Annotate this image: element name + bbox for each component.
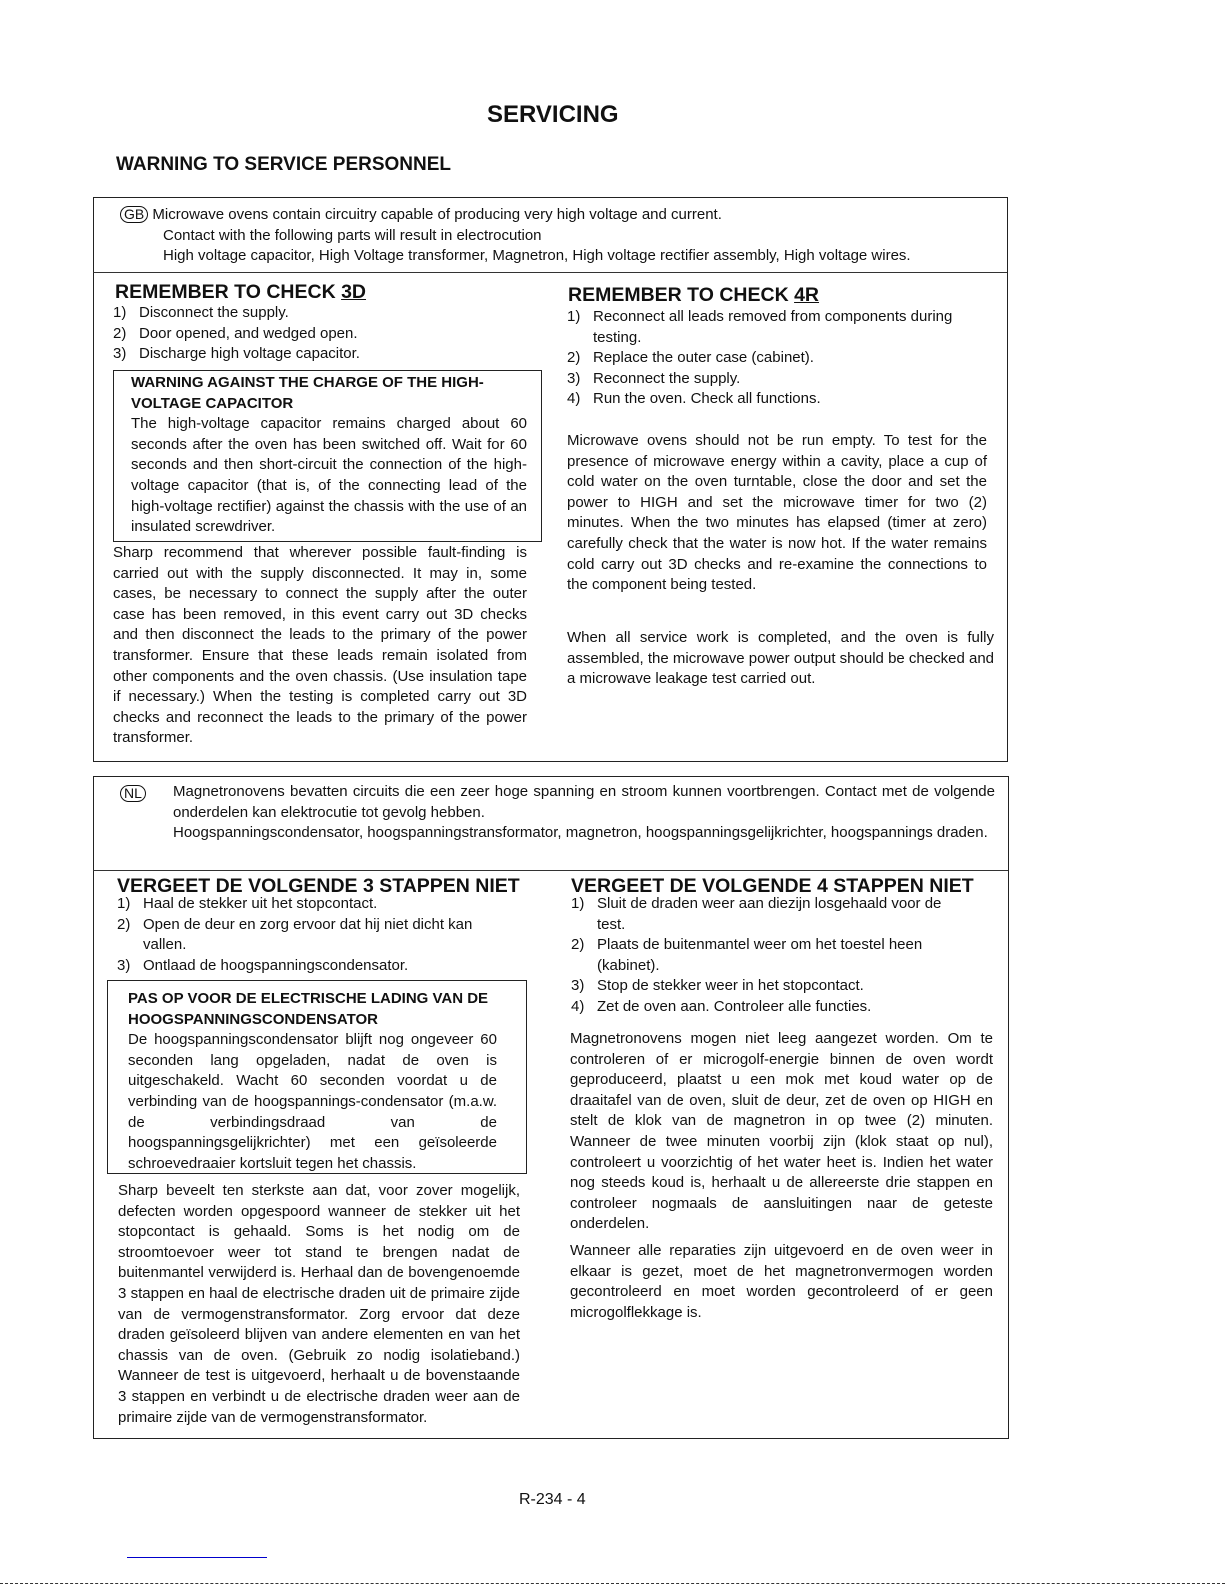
nl-left-paragraph: Sharp beveelt ten sterkste aan dat, voor zover mogelijk, defecten worden opgespoord wanneer de stekker uit het stopcontact is gehaald. Soms is het nodig om de stroomtoevoer weer tot stand te brengen nadat de buitenmantel verwijderd is. Herhaal dan de bovengenoemde 3 stappen en haal de electrische draden uit de primaire zijde van de vermogenstransformator. Zorg ervoor dat deze draden geïsoleerd blijven van andere elementen en van het chassis van de oven. (Gebruik zo nodig isolatieband.) Wanneer de test is uitgevoerd, herhaalt u de bovenstaande 3 stappen en verbindt u de electrische draden weer aan de primaire zijde van de vermogenstransformator.: [118, 1182, 520, 1426]
intro-line: Hoogspanningscondensator, hoogspanningstransformator, magnetron, hoogspanningsgelijkrichter, hoogspannings draden.: [173, 824, 988, 842]
nl-capacitor-warning: PAS OP VOOR DE ELECTRISCHE LADING VAN DE HOOGSPANNINGSCONDENSATOR De hoogspanningscondensator blijft nog ongeveer 60 seconden lang opgeladen, nadat de oven is uitgeschakeld. Wacht 60 seconden voordat u de verbinding van de hoogspannings-condensator (m.a.w. de verbindingsdraad van de hoogspanningsgelijkrichter) met een geïsoleerde schroevedraaier kortsluit tegen het chassis.: [128, 990, 497, 1172]
gb-left-heading: REMEMBER TO CHECK 3D: [115, 281, 367, 303]
page-title: SERVICING: [487, 101, 619, 128]
page-number: R-234 - 4: [519, 1491, 586, 1508]
list-item: 3) Reconnect the supply.: [567, 369, 741, 387]
list-item: 3) Discharge high voltage capacitor.: [113, 345, 360, 363]
list-item: 1) Reconnect all leads removed from components during testing.: [567, 308, 953, 346]
list-item: 3) Ontlaad de hoogspanningscondensator.: [117, 956, 409, 974]
list-item: 3) Stop de stekker weer in het stopcontact.: [571, 977, 864, 995]
nl-language-badge: NL: [120, 785, 146, 802]
gb-right-paragraph-2: When all service work is completed, and the oven is fully assembled, the microwave power output should be checked and a microwave leakage test carried out.: [567, 629, 994, 688]
list-item: 2) Replace the outer case (cabinet).: [567, 349, 814, 367]
gb-right-steps: [567, 307, 992, 410]
intro-line: High voltage capacitor, High Voltage transformer, Magnetron, High voltage rectifier assembly, High voltage wires.: [163, 247, 911, 265]
gb-right-paragraph-1: Microwave ovens should not be run empty. To test for the presence of microwave energy within a cavity, place a cup of cold water on the oven turntable, close the door and set the power to HIGH and set the microwave timer for two (2) minutes. When the two minutes has elapsed (timer at zero) carefully check that the water is now hot. If the water remains cold carry out 3D checks and re-examine the connections to the component being tested.: [567, 432, 987, 594]
list-item: 2) Plaats de buitenmantel weer om het toestel heen (kabinet).: [571, 936, 923, 974]
gb-capacitor-warning: WARNING AGAINST THE CHARGE OF THE HIGH-VOLTAGE CAPACITOR The high-voltage capacitor remains charged about 60 seconds after the oven has been switched off. Wait for 60 seconds and then short-circuit the connection of the high-voltage capacitor (that is, of the connecting lead of the high-voltage rectifier) against the chassis with the use of an insulated screwdriver.: [131, 374, 527, 536]
nl-left-heading: VERGEET DE VOLGENDE 3 STAPPEN NIET: [117, 875, 520, 897]
intro-line: Magnetronovens bevatten circuits die een zeer hoge spanning en stroom kunnen voortbrengen. Contact met de volgende onderdelen kan elektrocutie tot gevolg hebben.: [173, 783, 995, 821]
list-item: 1) Haal de stekker uit het stopcontact.: [117, 895, 378, 912]
nl-left-steps: [117, 894, 517, 976]
gb-right-heading: REMEMBER TO CHECK 4R: [568, 284, 820, 306]
page-edge: [0, 1583, 1225, 1584]
gb-intro: [120, 205, 1000, 267]
list-item: 4) Run the oven. Check all functions.: [567, 390, 821, 408]
nl-right-heading: VERGEET DE VOLGENDE 4 STAPPEN NIET: [571, 875, 974, 897]
nl-right-paragraph-1: Magnetronovens mogen niet leeg aangezet worden. Om te controleren of er microgolf-energie binnen de oven wordt geproduceerd, plaatst u een mok met koud water op de draaitafel van de oven, sluit de deur, zet de oven op HIGH en stelt de klok van de magnetron in op twee (2) minuten. Wanneer de twee minuten voorbij zijn (klok staat op nul), controleert u voorzichtig of het water heet is. Indien het water nog steeds koud is, herhaalt u de allereerste drie stappen en controleer nogmaals de aansluitingen naar de geteste onderdelen.: [570, 1030, 993, 1233]
list-item: 4) Zet de oven aan. Controleer alle functies.: [571, 997, 872, 1015]
intro-line: Microwave ovens contain circuitry capable of producing very high voltage and current.: [152, 206, 722, 223]
list-item: 2) Open de deur en zorg ervoor dat hij niet dicht kan vallen.: [117, 915, 473, 954]
list-item: 1) Disconnect the supply.: [113, 304, 289, 321]
gb-left-steps: [113, 303, 533, 365]
section-title: WARNING TO SERVICE PERSONNEL: [116, 154, 452, 175]
nl-intro: [120, 782, 995, 844]
gb-left-paragraph: Sharp recommend that wherever possible fault-finding is carried out with the supply disconnected. It may in, some cases, be necessary to connect the supply after the outer case has been removed, in this event carry out 3D checks and then disconnect the leads to the primary of the power transformer. Ensure that these leads remain isolated from other components and the oven chassis. (Use insulation tape if necessary.) When the testing is completed carry out 3D checks and reconnect the leads to the primary of the power transformer.: [113, 544, 527, 747]
list-item: 2) Door opened, and wedged open.: [113, 324, 358, 342]
intro-line: Contact with the following parts will result in electrocution: [163, 226, 542, 244]
link-underline[interactable]: [127, 1557, 267, 1558]
gb-language-badge: GB: [120, 206, 148, 223]
list-item: 1) Sluit de draden weer aan diezijn losgehaald voor de test.: [571, 895, 942, 933]
nl-right-paragraph-2: Wanneer alle reparaties zijn uitgevoerd en de oven weer in elkaar is gezet, moet de het magnetronvermogen worden gecontroleerd en moet worden gecontroleerd of er geen microgolflekkage is.: [570, 1242, 993, 1321]
nl-right-steps: [571, 894, 961, 1018]
